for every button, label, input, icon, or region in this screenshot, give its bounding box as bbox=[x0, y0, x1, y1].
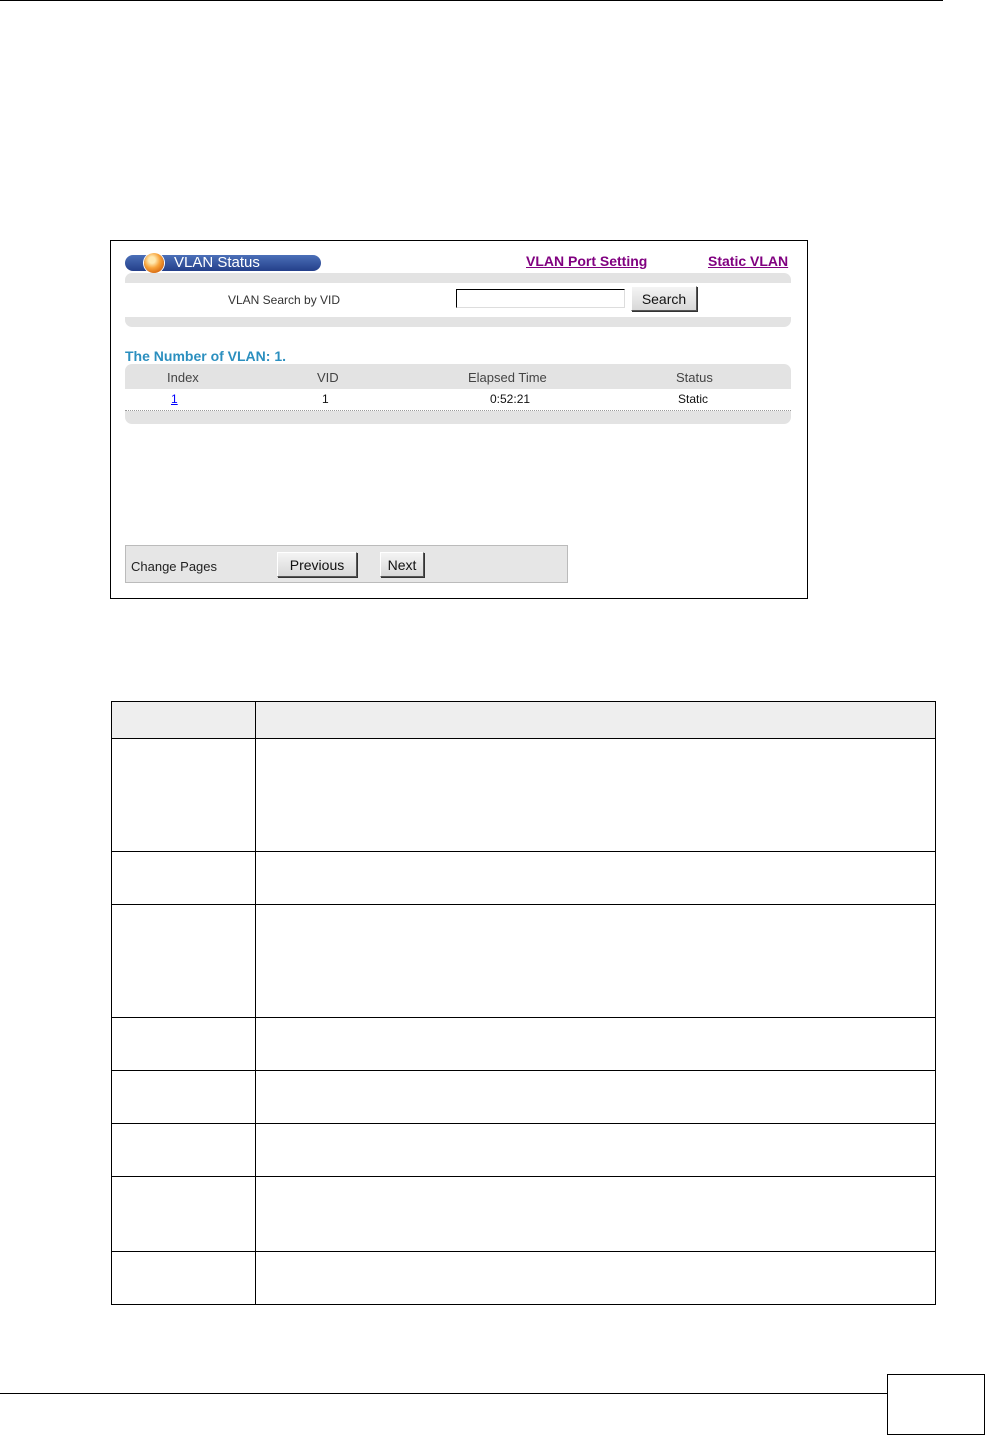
table-row bbox=[112, 852, 936, 905]
orb-icon bbox=[144, 253, 164, 273]
table-row bbox=[112, 1018, 936, 1071]
change-pages-label: Change Pages bbox=[131, 559, 218, 574]
header-elapsed-time: Elapsed Time bbox=[468, 370, 547, 385]
top-divider bbox=[0, 0, 943, 1]
vid-cell: 1 bbox=[322, 392, 329, 406]
header-vid: VID bbox=[317, 370, 339, 385]
table-row bbox=[112, 1071, 936, 1124]
vlan-status-screenshot bbox=[110, 240, 808, 599]
page-number-box bbox=[887, 1374, 985, 1435]
table-row bbox=[112, 1124, 936, 1177]
vlan-count: The Number of VLAN: 1. bbox=[125, 348, 287, 364]
elapsed-time-cell: 0:52:21 bbox=[490, 392, 531, 406]
header-status: Status bbox=[676, 370, 713, 385]
static-vlan-link[interactable]: Static VLAN bbox=[708, 253, 789, 269]
table-row bbox=[112, 1252, 936, 1305]
title-bar bbox=[125, 255, 321, 271]
index-link[interactable]: 1 bbox=[171, 392, 178, 406]
page-title: VLAN Status bbox=[174, 254, 260, 271]
table-row bbox=[125, 389, 791, 411]
vlan-port-setting-link[interactable]: VLAN Port Setting bbox=[526, 253, 648, 269]
table-row bbox=[112, 1177, 936, 1252]
search-panel bbox=[125, 273, 791, 327]
header-index: Index bbox=[167, 370, 199, 385]
footer-divider bbox=[0, 1393, 887, 1394]
change-pages-panel bbox=[125, 545, 568, 583]
search-row bbox=[125, 283, 791, 317]
search-label: VLAN Search by VID bbox=[228, 293, 341, 307]
table-header-row bbox=[112, 702, 936, 739]
status-cell: Static bbox=[678, 392, 709, 406]
vid-search-input[interactable] bbox=[456, 289, 625, 308]
vlan-table bbox=[125, 364, 791, 424]
table-row bbox=[112, 905, 936, 1018]
search-button[interactable]: Search bbox=[631, 286, 697, 311]
table-row bbox=[112, 739, 936, 852]
description-table bbox=[111, 701, 936, 1305]
next-button[interactable]: Next bbox=[380, 552, 424, 577]
previous-button[interactable]: Previous bbox=[277, 552, 357, 577]
